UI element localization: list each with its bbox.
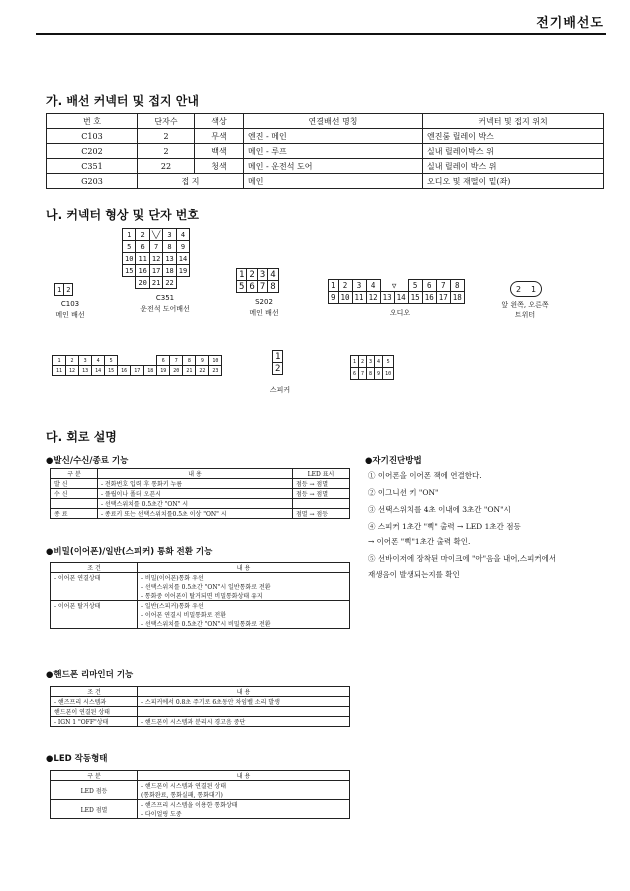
diag-title: ●자기진단방법 bbox=[365, 456, 422, 466]
pin: 1 bbox=[351, 356, 359, 368]
pin: 18 bbox=[144, 366, 157, 376]
pin: 1 bbox=[123, 229, 136, 241]
table-row bbox=[51, 707, 350, 717]
cell-pins: 2 bbox=[138, 129, 195, 144]
cell: 종 료 bbox=[51, 509, 98, 519]
pin: 11 bbox=[53, 366, 66, 376]
diag-item: ⑤ 선바이저에 장착된 마이크에 "아"음을 내어,스피커에서 bbox=[368, 554, 557, 563]
b4-h1: 내 용 bbox=[138, 771, 350, 781]
diag-item: 재생음이 발생되는지를 확인 bbox=[368, 570, 460, 579]
cell-loc: 실내 릴레이박스 위 bbox=[423, 144, 604, 159]
cell-name: 메인 bbox=[244, 174, 423, 189]
speaker-label: 스피커 bbox=[269, 386, 291, 394]
pin: 7 bbox=[257, 281, 267, 293]
header-rule bbox=[36, 33, 606, 35]
table-row bbox=[51, 717, 350, 727]
pin: 8 bbox=[367, 368, 375, 380]
pin-key: ▽ bbox=[380, 280, 408, 292]
pin: 9 bbox=[375, 368, 383, 380]
table-row bbox=[51, 601, 350, 629]
diag-item: ④ 스피커 1초간 "삑" 출력 → LED 1초간 점등 bbox=[368, 522, 521, 531]
cell-no: C351 bbox=[47, 159, 138, 174]
pin: 3 bbox=[352, 280, 366, 292]
table-row bbox=[47, 144, 604, 159]
speaker-pins bbox=[272, 350, 283, 375]
pin: 7 bbox=[436, 280, 450, 292]
pin: 19 bbox=[157, 366, 170, 376]
connector-c103 bbox=[54, 283, 73, 296]
cell: - 이어폰 탈거상태 bbox=[51, 601, 138, 629]
pin: 7 bbox=[359, 368, 367, 380]
pin: 1 bbox=[530, 284, 537, 294]
table-row bbox=[51, 573, 350, 601]
s202-pins bbox=[236, 268, 279, 293]
cell bbox=[51, 499, 98, 509]
b3-h1: 내 용 bbox=[138, 687, 350, 697]
audio-pins bbox=[328, 279, 465, 304]
cell-no: G203 bbox=[47, 174, 138, 189]
line: - 다이얼링 도중 bbox=[141, 811, 182, 818]
pin: 15 bbox=[408, 292, 422, 304]
pin: 1 bbox=[329, 280, 339, 292]
connector-audio bbox=[328, 279, 465, 304]
connector-mini bbox=[350, 355, 394, 380]
pin: 2 bbox=[515, 284, 522, 294]
b2-h0: 조 건 bbox=[51, 563, 138, 573]
connector-speaker bbox=[272, 350, 283, 375]
line: - 비밀(이어폰)통화 우선 bbox=[141, 575, 204, 582]
pin: 2 bbox=[273, 363, 283, 375]
cell: - 선택스위치를 0.5초간 "ON" 시 bbox=[98, 499, 293, 509]
tweeter-label: 앞 왼쪽, 오른쪽 트위터 bbox=[501, 301, 549, 319]
b1-h0: 구 분 bbox=[51, 469, 98, 479]
diag-item: ② 이그니션 키 "ON" bbox=[368, 488, 439, 497]
line: (통화완료, 통화실패, 통화대기) bbox=[141, 792, 223, 799]
pin: 2 bbox=[338, 280, 352, 292]
line: - 핸즈프리 시스템을 이용한 통화상태 bbox=[141, 802, 238, 809]
b4-h0: 구 분 bbox=[51, 771, 138, 781]
b1-table bbox=[50, 468, 350, 519]
table-header-row bbox=[47, 114, 604, 129]
cell-color: 백색 bbox=[195, 144, 244, 159]
pin: 5 bbox=[408, 280, 422, 292]
col-pins: 단자수 bbox=[138, 114, 195, 129]
connector-long bbox=[52, 355, 222, 376]
pin: 12 bbox=[366, 292, 380, 304]
connector-table bbox=[46, 113, 604, 189]
pin: 20 bbox=[170, 366, 183, 376]
cell-pins: 22 bbox=[138, 159, 195, 174]
pin: 3 bbox=[163, 229, 176, 241]
pin: 10 bbox=[123, 253, 136, 265]
b2-h1: 내 용 bbox=[138, 563, 350, 573]
pin: 6 bbox=[136, 241, 149, 253]
pin: 10 bbox=[383, 368, 394, 380]
cell: - 이어폰 연결상태 bbox=[51, 573, 138, 601]
pin: 5 bbox=[105, 356, 118, 366]
pin: 17 bbox=[149, 265, 162, 277]
b3-table bbox=[50, 686, 350, 727]
c351-pins bbox=[122, 228, 190, 289]
c103-pins bbox=[54, 283, 73, 296]
cell: 발 신 bbox=[51, 479, 98, 489]
pin: 4 bbox=[375, 356, 383, 368]
pin: 13 bbox=[163, 253, 176, 265]
cell-name: 메인 - 운전석 도어 bbox=[244, 159, 423, 174]
cell-loc: 엔진룸 릴레이 박스 bbox=[423, 129, 604, 144]
pin: 2 bbox=[359, 356, 367, 368]
line: - 일반(스피커)통화 우선 bbox=[141, 603, 204, 610]
pin: 2 bbox=[136, 229, 149, 241]
pin: 5 bbox=[123, 241, 136, 253]
pin: 1 bbox=[53, 356, 66, 366]
pin: 15 bbox=[123, 265, 136, 277]
pin: 23 bbox=[209, 366, 222, 376]
cell: - 플립이나 폴더 오픈시 bbox=[98, 489, 293, 499]
pin: 5 bbox=[383, 356, 394, 368]
pin: 18 bbox=[163, 265, 176, 277]
pin: 4 bbox=[92, 356, 105, 366]
c103-label: 메인 배선 bbox=[55, 311, 85, 319]
pin: 17 bbox=[131, 366, 144, 376]
pin: 13 bbox=[79, 366, 92, 376]
table-row bbox=[51, 781, 350, 800]
cell: 수 신 bbox=[51, 489, 98, 499]
pin: 22 bbox=[196, 366, 209, 376]
table-row bbox=[51, 489, 350, 499]
b1-title: ●발신/수신/종료 기능 bbox=[46, 456, 129, 466]
line: - 선택스위치를 0.5초간 "ON"시 비밀통화로 전환 bbox=[141, 621, 271, 628]
pin: 6 bbox=[157, 356, 170, 366]
pin: 4 bbox=[366, 280, 380, 292]
col-color: 색상 bbox=[195, 114, 244, 129]
s202-code: S202 bbox=[255, 298, 273, 306]
section-da-title: 다. 회로 설명 bbox=[46, 430, 117, 444]
diag-item: ① 이어폰을 이어폰 잭에 연결한다. bbox=[368, 471, 482, 480]
c351-label: 운전석 도어배선 bbox=[140, 305, 190, 313]
pin: 5 bbox=[237, 281, 247, 293]
pin: 2 bbox=[64, 284, 73, 296]
line: - 핸드폰이 시스템과 연결된 상태 bbox=[141, 783, 227, 790]
section-na-title: 나. 커넥터 형상 및 단자 번호 bbox=[46, 208, 199, 222]
pin: 16 bbox=[136, 265, 149, 277]
cell: 점등 → 점멸 bbox=[293, 479, 350, 489]
cell bbox=[138, 601, 350, 629]
s202-label: 메인 배선 bbox=[249, 309, 279, 317]
pin: 12 bbox=[66, 366, 79, 376]
pin: 3 bbox=[79, 356, 92, 366]
cell bbox=[293, 499, 350, 509]
c103-code: C103 bbox=[60, 300, 80, 308]
pin: 2 bbox=[66, 356, 79, 366]
connector-c351 bbox=[122, 228, 190, 289]
pin: 14 bbox=[92, 366, 105, 376]
connector-s202 bbox=[236, 268, 279, 293]
col-no: 번 호 bbox=[47, 114, 138, 129]
b1-h1: 내 용 bbox=[98, 469, 293, 479]
pin: 1 bbox=[55, 284, 64, 296]
cell bbox=[138, 573, 350, 601]
pin: 4 bbox=[268, 269, 278, 281]
pin: 7 bbox=[170, 356, 183, 366]
cell: - 핸드폰이 시스템과 분리시 경고음 중단 bbox=[138, 717, 350, 727]
cell-no: C103 bbox=[47, 129, 138, 144]
pin: 3 bbox=[257, 269, 267, 281]
pin-key: ╲╱ bbox=[149, 229, 162, 241]
cell-loc: 실내 릴레이 박스 위 bbox=[423, 159, 604, 174]
pin: 8 bbox=[163, 241, 176, 253]
pin: 12 bbox=[149, 253, 162, 265]
cell: LED 점등 bbox=[51, 781, 138, 800]
diag-item: → 이어폰 "삑"1초간 출력 확인. bbox=[368, 537, 471, 546]
pin: 16 bbox=[422, 292, 436, 304]
cell bbox=[138, 781, 350, 800]
table-row bbox=[51, 479, 350, 489]
pin: 22 bbox=[163, 277, 176, 289]
cell: - 스피커에서 0.8초 주기로 6초동안 차임벨 소리 발생 bbox=[138, 697, 350, 707]
pin: 10 bbox=[338, 292, 352, 304]
pin: 20 bbox=[136, 277, 149, 289]
pin: 21 bbox=[149, 277, 162, 289]
cell-no: C202 bbox=[47, 144, 138, 159]
line: - 선택스위치를 0.5초간 "ON"시 일반통화로 전환 bbox=[141, 584, 271, 591]
col-loc: 커넥터 및 접지 위치 bbox=[423, 114, 604, 129]
audio-label: 오디오 bbox=[389, 309, 411, 317]
pin: 1 bbox=[273, 351, 283, 363]
cell: - IGN 1 "OFF"상태 bbox=[51, 717, 138, 727]
cell bbox=[138, 800, 350, 819]
section-ga-title: 가. 배선 커넥터 및 접지 안내 bbox=[46, 94, 199, 108]
cell-loc: 오디오 및 재떨이 밑(좌) bbox=[423, 174, 604, 189]
b1-h2: LED 표시 bbox=[293, 469, 350, 479]
pin: 8 bbox=[268, 281, 278, 293]
cell: 핸드폰이 연결된 상태 bbox=[51, 707, 138, 717]
pin: 9 bbox=[329, 292, 339, 304]
diag-item: ③ 선택스위치를 4초 이내에 3초간 "ON"시 bbox=[368, 505, 511, 514]
pin: 4 bbox=[176, 229, 189, 241]
table-row bbox=[47, 174, 604, 189]
pin: 14 bbox=[394, 292, 408, 304]
pin: 8 bbox=[183, 356, 196, 366]
cell bbox=[138, 707, 350, 717]
line: - 이어폰 연결시 비밀통화로 전환 bbox=[141, 612, 227, 619]
cell: 점멸 → 점등 bbox=[293, 509, 350, 519]
pin: 9 bbox=[176, 241, 189, 253]
b4-title: ●LED 작동형태 bbox=[46, 754, 108, 764]
cell: LED 점멸 bbox=[51, 800, 138, 819]
table-row bbox=[51, 499, 350, 509]
cell: - 종료키 또는 선택스위치를0.5초 이상 "ON" 시 bbox=[98, 509, 293, 519]
cell: - 전화번호 입력 후 통화키 누름 bbox=[98, 479, 293, 489]
line: - 통화중 이어폰이 탈거되면 비밀통화상태 유지 bbox=[141, 593, 263, 600]
pin: 11 bbox=[352, 292, 366, 304]
cell-color: 무색 bbox=[195, 129, 244, 144]
table-row bbox=[47, 159, 604, 174]
pin: 8 bbox=[450, 280, 464, 292]
table-row bbox=[51, 509, 350, 519]
long-pins bbox=[52, 355, 222, 376]
cell-name: 엔진 - 메인 bbox=[244, 129, 423, 144]
table-row bbox=[51, 697, 350, 707]
b3-h0: 조 건 bbox=[51, 687, 138, 697]
cell: - 핸즈프리 시스템과 bbox=[51, 697, 138, 707]
b3-title: ●핸드폰 리마인더 기능 bbox=[46, 670, 134, 680]
pin-key bbox=[118, 356, 157, 366]
table-row bbox=[51, 800, 350, 819]
pin: 2 bbox=[247, 269, 257, 281]
b2-table bbox=[50, 562, 350, 629]
pin: 6 bbox=[351, 368, 359, 380]
cell-pins: 2 bbox=[138, 144, 195, 159]
cell-color: 청색 bbox=[195, 159, 244, 174]
cell: 점등 → 점멸 bbox=[293, 489, 350, 499]
connector-tweeter bbox=[510, 281, 542, 297]
c351-code: C351 bbox=[155, 294, 175, 302]
pin: 6 bbox=[247, 281, 257, 293]
pin: 13 bbox=[380, 292, 394, 304]
pin: 9 bbox=[196, 356, 209, 366]
col-name: 연결배선 명칭 bbox=[244, 114, 423, 129]
pin: 21 bbox=[183, 366, 196, 376]
pin: 18 bbox=[450, 292, 464, 304]
pin: 14 bbox=[176, 253, 189, 265]
pin: 15 bbox=[105, 366, 118, 376]
table-row bbox=[47, 129, 604, 144]
pin: 1 bbox=[237, 269, 247, 281]
cell-name: 메인 - 루프 bbox=[244, 144, 423, 159]
pin: 3 bbox=[367, 356, 375, 368]
pin: 16 bbox=[118, 366, 131, 376]
b2-title: ●비밀(이어폰)/일반(스피커) 통화 전환 기능 bbox=[46, 547, 213, 557]
cell-ground: 접 지 bbox=[138, 174, 244, 189]
pin: 19 bbox=[176, 265, 189, 277]
pin: 17 bbox=[436, 292, 450, 304]
pin: 10 bbox=[209, 356, 222, 366]
mini-pins bbox=[350, 355, 394, 380]
pin: 11 bbox=[136, 253, 149, 265]
page-header-title: 전기배선도 bbox=[536, 16, 604, 31]
pin: 6 bbox=[422, 280, 436, 292]
b4-table bbox=[50, 770, 350, 819]
pin: 7 bbox=[149, 241, 162, 253]
